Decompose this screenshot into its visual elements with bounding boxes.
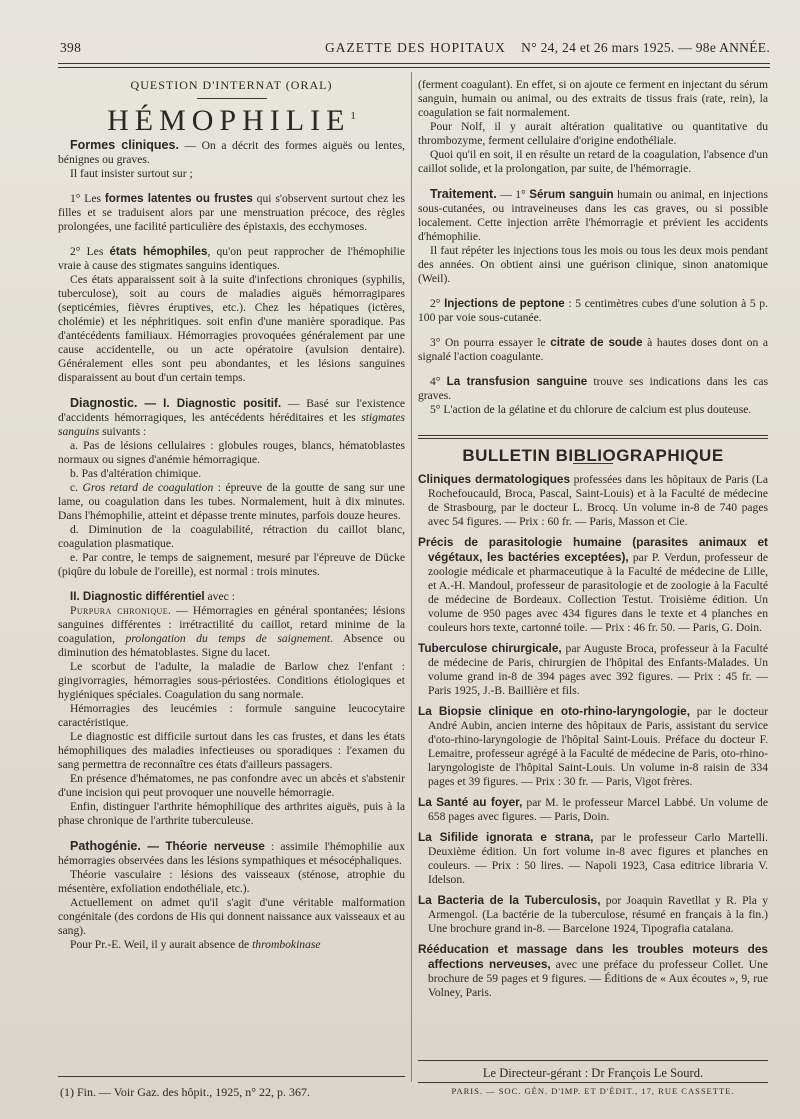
citrate-term: citrate de soude [550,336,643,349]
director-line: Le Directeur-gérant : Dr François Le Sourd. [482,1066,704,1080]
column-divider [411,72,412,1082]
bib-entry-text: par le docteur André Aubin, ancien interne des hôpitaux de Paris, assistant du service d'oto-rhino-laryngologie de l'hôpital Saint-Louis. Préface du docteur F. Lemaitre, professeur agrégé à la Faculté de médecine de Paris, oto-rhino-laryngologiste de l'hôpital Saint-Louis. Un volume in-8 raisin de 334 pages et 39 figures. — Prix : 30 fr. — Paris, Vigot frères. [428,705,768,788]
quoi-paragraph: Quoi qu'il en soit, il en résulte un retard de la coagulation, l'absence d'un caillot solide, et la prolongation, par suite, de l'hémorragie. [418,148,768,175]
purpura-paragraph [58,604,405,660]
formes-text: — On a décrit des formes aiguës ou lentes, bénignes ou graves. [58,139,405,166]
bib-entry-text: par Auguste Broca, professeur à la Faculté de médecine de Paris, chirurgien de l'hôpital des Enfants-Malades. Un volume grand in-8 de 394 pages avec 392 figures. — Prix : 45 fr. — Paris 1925, J.-B. Baillière et fils. [428,642,768,697]
weil-italic: thrombokinase [252,938,321,951]
arthrite-paragraph: Enfin, distinguer l'arthrite hémophilique des arthrites aiguës, puis à la phase chronique de l'arthrite tuberculeuse. [58,800,405,827]
traitement-paragraph [418,187,768,244]
bib-rule-2 [418,438,768,439]
traitement-num: — 1° [496,188,530,201]
bib-entry [418,795,768,824]
bib-entry-text: par le professeur Carlo Martelli. Deuxième édition. Un fort volume in-8 avec figures et planches en couleurs. — Prix : 50 lires. — Napoli 1923, Casa editrice libraria V. Idelson. [428,831,769,886]
pathogenie-paragraph [58,839,405,868]
pathogenie-text: : assimile l'hémophilie aux hémorragies observées dans les lésions sympathiques et mésocéphaliques. [58,840,405,867]
bib-entry [418,942,768,1000]
serum-term: Sérum sanguin [529,188,614,201]
bib-entry [418,704,768,789]
hematome-paragraph: En présence d'hématomes, ne pas confondre avec un abcès et s'abstenir d'une incision qui peut provoquer une nouvelle hémorragie. [58,772,405,799]
p1-term: formes latentes ou frustes [104,192,253,205]
peptone-term: Injections de peptone [444,297,565,310]
p2-term: états hémophiles [109,245,208,258]
header-rule [58,63,770,64]
pathogenie-heading: Pathogénie. [70,839,141,853]
nolf-paragraph: Pour Nolf, il y aurait altération qualitative ou quantitative du thrombozyme, ferment cellulaire d'origine endothéliale. [418,120,768,147]
issue-date: N° 24, 24 et 26 mars 1925. — 98e ANNÉE. [521,40,770,55]
printer-line: PARIS. — SOC. GÉN. D'IMP. ET D'ÉDIT., 17, RUE CASSETTE. [451,1086,735,1096]
diagnostic-italic: stigmates sanguins [58,411,405,438]
left-column [58,78,405,952]
diagnostic-heading: Diagnostic. [70,396,138,410]
title-footnote-ref: 1 [350,110,356,122]
bib-entry-text: par M. le professeur Marcel Labbé. Un volume de 658 pages avec figures. — Paris, Doin. [428,796,768,823]
diagnostic-text: — Basé sur l'existence d'accidents hémorragiques, les antécédents héréditaires et les [58,397,405,424]
article-title-text: HÉMOPHILIE [107,104,351,137]
bib-entry-title: Rééducation et massage dans les troubles moteurs des affections nerveuses, [418,942,768,971]
traitement-heading: Traitement. [430,187,497,201]
bib-entry-title: La Bacteria de la Tuberculosis, [418,893,601,907]
insist-line: Il faut insister surtout sur ; [70,167,193,180]
director-rule [418,1060,768,1061]
diag-c-italic: Gros retard de coagulation [82,481,214,494]
diag-b: b. Pas d'altération chimique. [70,467,202,480]
purpura-term: Purpura chronique [70,604,169,617]
diag-diff-heading: II. Diagnostic différentiel [70,590,205,603]
bib-entry [418,535,768,635]
diagnostic-positif-heading: — I. Diagnostic positif. [137,397,282,410]
difficile-paragraph: Le diagnostic est difficile surtout dans les cas frustes, et dans les états hémophiliques des maladies infectieuses ou sporadiques : l'examen du sang permettra de reconnaître ces états d'ailleurs passagers. [58,730,405,771]
citrate-paragraph [418,336,768,364]
printer-rule [418,1082,768,1083]
bib-entry-text: por Joaquin Ravetllat y R. Pla y Armengol. (La bactérie de la tuberculose, résumé en français à la fin.) Une brochure grand in-8. — Barcelone 1924, Tipografia catalana. [428,894,769,935]
diag-c [58,481,405,523]
right-column [418,78,768,1006]
bib-entry [418,893,768,936]
citrate-text: à hautes doses dont on a signalé l'action coagulante. [418,336,768,363]
etats-hemophiles [58,245,405,273]
transfusion-num: 4° [430,375,447,388]
purpura-text-2: . Absence ou diminution des hématoblastes. Signe du lacet. [58,632,405,659]
transfusion-paragraph [418,375,768,403]
bib-entry-text: par P. Verdun, professeur de zoologie médicale et pharmaceutique à la Faculté de médecine de Lille, et A.-H. Mandoul, professeur de parasitologie et de zoologie à la Faculté de médecine de Bordeaux. Collection Testut. Troisième édition. Un volume de 950 pages avec 434 figures dans le texte et 4 planches en couleurs hors texte, cartonné toile. — Prix : 46 fr. 50. — Paris, G. Doin. [428,551,768,634]
diag-diff-text: avec : [204,590,235,603]
formes-latentes [58,192,405,234]
bib-entry [418,472,768,529]
p2-text: , qu'on peut rapprocher de l'hémophilie vraie à cause des stigmates sanguins identiques. [58,245,405,272]
p1-text: qui s'observent surtout chez les filles et se traduisent alors par une menstruation précoce, des règles prolongées, une facilité particulière des épistaxis, des ecchymoses. [58,192,405,233]
weil-text: Pour Pr.-E. Weil, il y aurait absence de [70,938,253,951]
citrate-num: 3° On pourra essayer le [430,336,551,349]
footnote-rule [58,1076,405,1077]
page-header [60,40,770,60]
purpura-italic: prolongation du temps de saignement [125,632,331,645]
transfusion-term: La transfusion sanguine [446,375,588,388]
section-kicker: QUESTION D'INTERNAT (ORAL) [130,78,333,92]
etats-paragraph: Ces états apparaissent soit à la suite d'infections chroniques (syphilis, tuberculose), soit au cours de maladies aiguës hémorragipares (septicémies, fièvres éruptives, etc.). Chez les hépatiques (ictères, cholémie) et les néphritiques. soit enfin d'une manière sporadique. Pas d'antécédents familiaux. Hémorragies provoquées généralement par une cause accidentelle, ou un acte opératoire (avulsion dentaire). Généralement elles sont peu abondantes, et les lésions sanguines disparaissent au bout d'un certain temps. [58,273,405,384]
diag-e: e. Par contre, le temps de saignement, mesuré par l'épreuve de Dücke (piqûre du lobule de l'oreille), est normal : trois minutes. [58,551,405,578]
diagnostic-differentiel [58,590,405,604]
bib-rule-1 [418,435,768,436]
bib-entry-title: La Santé au foyer, [418,795,523,809]
bib-entry-title: Cliniques dermatologiques [418,472,571,486]
diagnostic-paragraph [58,396,405,439]
repeter-paragraph: Il faut répéter les injections tous les mois ou tous les deux mois pendant des années. On obtient ainsi une guérison clinique, sinon anatomique (Weil). [418,244,768,285]
scorbut-paragraph: Le scorbut de l'adulte, la maladie de Barlow chez l'enfant : gingivorragies, hémorragies sous-périostées. Conditions étiologiques et hygiéniques spéciales. Coagulation du sang normale. [58,660,405,701]
peptone-num: 2° [430,297,445,310]
theorie-nerveuse: — Théorie nerveuse [140,840,265,853]
bib-entry [418,641,768,698]
transfusion-text: trouve ses indications dans les cas graves. [418,375,768,402]
peptone-paragraph [418,297,768,325]
gelatine-paragraph: 5° L'action de la gélatine et du chlorure de calcium est plus douteuse. [430,403,752,416]
diag-c-text: : épreuve de la goutte de sang sur une lame, ou coagulation dans les tubes. Normalement, huit à dix minutes. Dans l'hémophilie, atteint et dépasse trente minutes, parfois douze heures. [58,481,405,522]
weil-paragraph [58,938,405,952]
leucemie-paragraph: Hémorragies des leucémies : formule sanguine leucocytaire caractéristique. [58,702,405,729]
p2-num: 2° Les [70,245,110,258]
bib-entry-title: La Sifilide ignorata e strana, [418,830,594,844]
diagnostic-text-2: suivants : [99,425,147,438]
header-rule-2 [58,67,770,68]
formes-heading: Formes cliniques. [70,138,179,152]
actuellement-paragraph: Actuellement on admet qu'il s'agit d'une véritable malformation congénitale (des cordons de His qui donnent naissance aux vaisseaux et au sang). [58,896,405,937]
page-number: 398 [60,40,82,55]
bib-entry-title: Tuberculose chirurgicale, [418,641,562,655]
diag-d: d. Diminution de la coagulabilité, rétraction du caillot blanc, coagulation plasmatique. [58,523,405,550]
formes-paragraph [58,138,405,167]
bib-entry-title: La Biopsie clinique en oto-rhino-laryngologie, [418,704,691,718]
journal-title: GAZETTE DES HOPITAUX [325,40,506,55]
purpura-text: . — Hémorragies en général spontanées; lésions sanguines différentes : irrétractilité du caillot, retard minime de la coagulation, [58,604,405,645]
diag-c-letter: c. [70,481,83,494]
bib-entry [418,830,768,887]
vasculaire-paragraph: Théorie vasculaire : lésions des vaisseaux (sténose, atrophie du mésentère, exfoliation endothéliale, etc.). [58,868,405,895]
bibliography-title: BULLETIN BIBLIOGRAPHIQUE [462,446,724,465]
diag-a: a. Pas de lésions cellulaires : globules rouges, blancs, hématoblastes normaux ou signes d'anémie hémorragique. [58,439,405,466]
footnote: (1) Fin. — Voir Gaz. des hôpit., 1925, n° 22, p. 367. [60,1085,311,1099]
traitement-text: humain ou animal, en injections sous-cutanées, ou intraveineuses dans les cas graves, ou si possible localement. Cette injection arrête l'hémorragie et prévient les accidents d'hémophilie. [418,188,768,243]
bib-entry-title: Précis de parasitologie humaine (parasites animaux et végétaux, les bactéries exceptées), [418,535,768,564]
peptone-text: : 5 centimètres cubes d'une solution à 5 p. 100 par voie sous-cutanée. [418,297,769,324]
article-title [58,99,405,138]
bib-entry-text: professées dans les hôpitaux de Paris (La Rochefoucauld, Broca, Pascal, Saint-Louis) et à la Faculté de médecine de Strasbourg, par le docteur L. Brocq. Un volume in-8 de 740 pages avec 54 figures. — Prix : 60 fr. — Paris, Masson et Cie. [428,473,769,528]
bib-entry-text: avec une préface du professeur Collet. Une brochure de 59 pages et 9 figures. — Éditions de « Aux écoutes », 9, rue Volney, Paris. [428,958,768,999]
p1-num: 1° Les [70,192,105,205]
ferment-paragraph: (ferment coagulant). En effet, si on ajoute ce ferment en injectant du sérum sanguin, humain ou animal, ou des extraits de tissus frais (rate, rein), la coagulation se fait normalement. [418,78,768,119]
